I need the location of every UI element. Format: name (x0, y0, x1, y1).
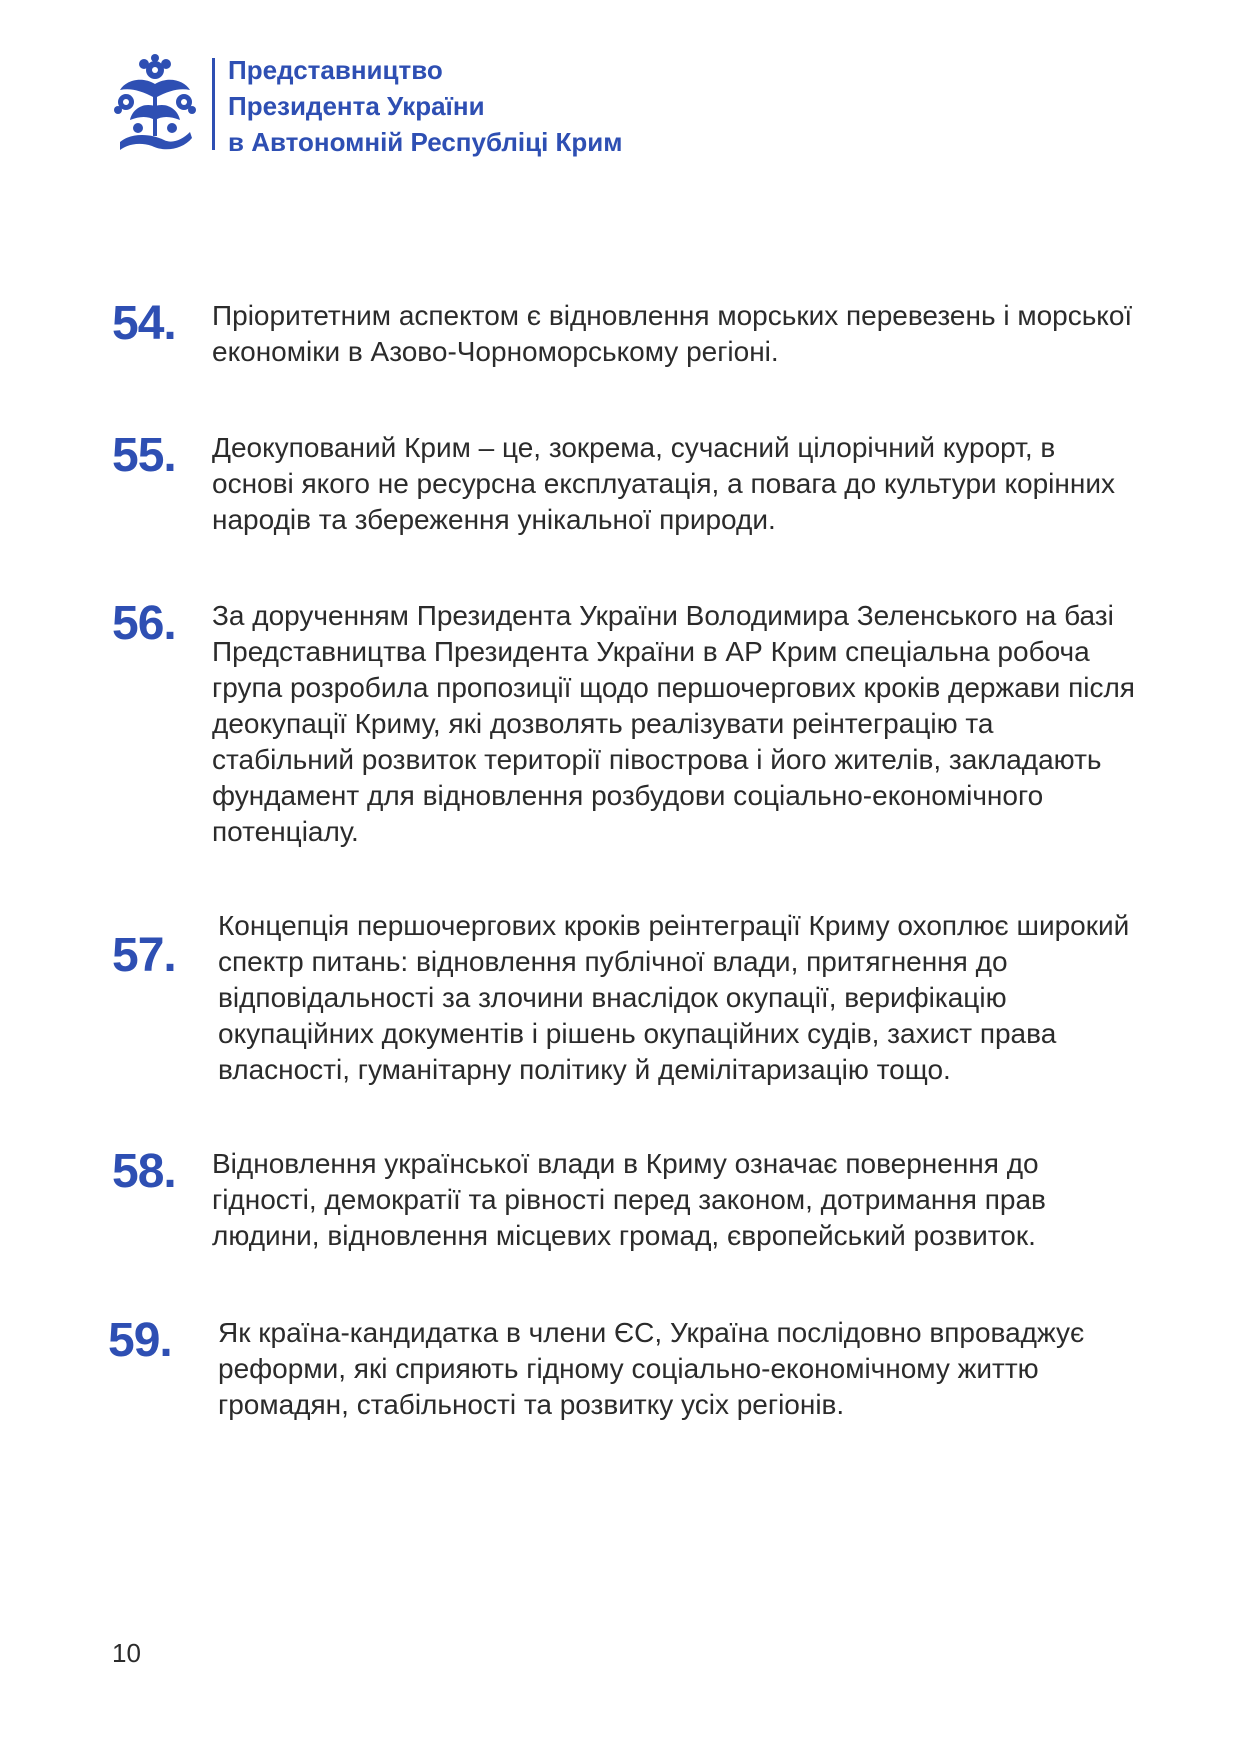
item-number: 55. (112, 429, 176, 482)
item-text: Пріоритетним аспектом є відновлення морських перевезень і морської економіки в Азово-Чорноморському регіоні. (212, 300, 1133, 367)
item-number: 59. (108, 1314, 172, 1367)
item-text: Як країна-кандидатка в члени ЄС, Україна послідовно впроваджує реформи, які сприяють гідному соціально-економічному життю громадян, стабільності та розвитку усіх регіонів. (218, 1317, 1085, 1420)
item-text: Відновлення української влади в Криму означає повернення до гідності, демократії та рівності перед законом, дотримання прав людини, відновлення місцевих громад, європейський розвиток. (212, 1148, 1046, 1251)
item-text: Деокупований Крим – це, зокрема, сучасний цілорічний курорт, в основі якого не ресурсна експлуатація, а повага до культури корінних народів та збереження унікальної природи. (212, 432, 1115, 535)
item-text: За дорученням Президента України Володимира Зеленського на базі Представництва Президента України в АР Крим спеціальна робоча група розробила пропозиції щодо першочергових кроків держави після деокупації Криму, які дозволять реалізувати реінтеграцію та стабільний розвиток території півострова і його жителів, закладають фундамент для відновлення розбудови соціально-економічного потенціалу. (212, 600, 1135, 847)
organization-title-line: Президента України (228, 91, 485, 121)
header (112, 50, 623, 160)
organization-title-line: Представництво (228, 55, 443, 85)
item-text: Концепція першочергових кроків реінтеграції Криму охоплює широкий спектр питань: відновлення публічної влади, притягнення до відповідальності за злочини внаслідок окупації, верифікацію окупаційних документів і рішень окупаційних судів, захист права власності, гуманітарну політику й демілітаризацію тощо. (218, 910, 1130, 1085)
header-divider (212, 58, 215, 150)
organization-title (228, 52, 623, 160)
page-number: 10 (112, 1638, 141, 1668)
item-number: 54. (112, 297, 176, 350)
item-number: 58. (112, 1145, 176, 1198)
item-number: 57. (112, 929, 176, 982)
crimean-floral-emblem-icon (112, 54, 198, 154)
item-number: 56. (112, 597, 176, 650)
organization-title-line: в Автономній Республіці Крим (228, 127, 623, 157)
